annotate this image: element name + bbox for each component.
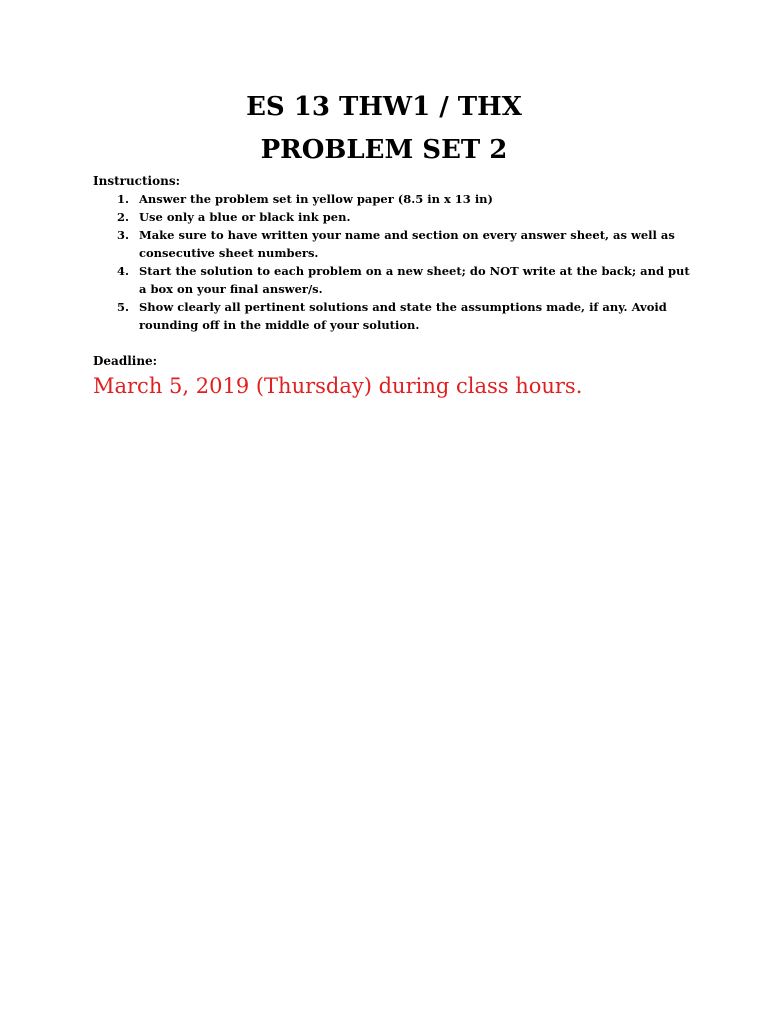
- list-item-text: Use only a blue or black ink pen.: [139, 210, 351, 224]
- list-item: [93, 208, 693, 226]
- document-title: ES 13 THW1 / THX: [246, 92, 522, 122]
- list-item: [93, 226, 693, 262]
- instructions-list: [93, 190, 693, 334]
- list-item-number: 4.: [117, 264, 130, 278]
- deadline-heading: Deadline:: [93, 354, 158, 368]
- list-item-number: 5.: [117, 300, 130, 314]
- list-item-text: Answer the problem set in yellow paper (8.5 in x 13 in): [139, 192, 493, 206]
- list-item-number: 2.: [117, 210, 130, 224]
- list-item-number: 3.: [117, 228, 130, 242]
- list-item-text: Start the solution to each problem on a new sheet; do NOT write at the back; and put a box on your final answer/s.: [139, 264, 690, 296]
- list-item: [93, 298, 693, 334]
- list-item-text: Show clearly all pertinent solutions and state the assumptions made, if any. Avoid rounding off in the middle of your solution.: [139, 300, 667, 332]
- list-item: [93, 190, 693, 208]
- list-item-text: Make sure to have written your name and section on every answer sheet, as well as consecutive sheet numbers.: [139, 228, 675, 260]
- list-item: [93, 262, 693, 298]
- instructions-heading: Instructions:: [93, 174, 181, 188]
- deadline-value: March 5, 2019 (Thursday) during class hours.: [93, 374, 583, 398]
- list-item-number: 1.: [117, 192, 130, 206]
- document-subtitle: PROBLEM SET 2: [260, 135, 508, 165]
